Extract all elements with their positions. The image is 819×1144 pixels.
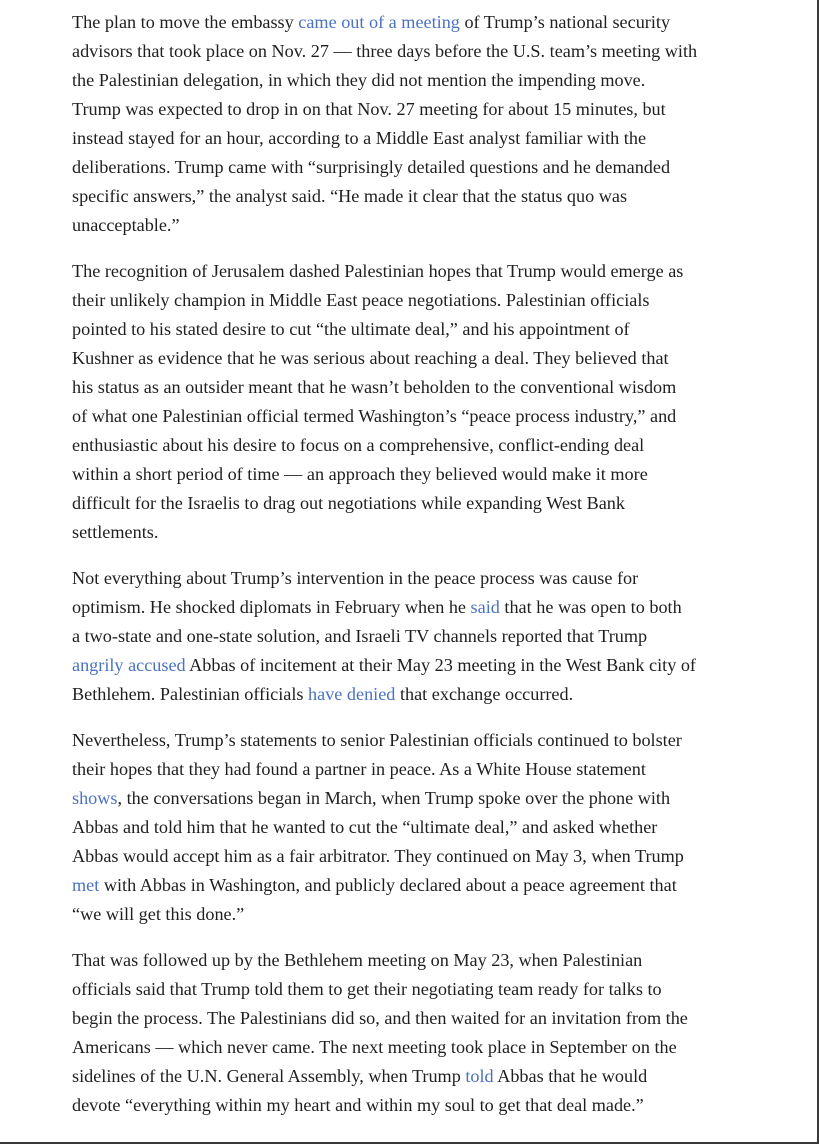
text-segment: Abbas and told him that he wanted to cut the “ultimate deal,” and asked whether [72, 817, 658, 837]
text-segment: devote “everything within my heart and within my soul to get that deal made.” [72, 1095, 644, 1115]
article-paragraph [72, 8, 772, 240]
text-line [72, 518, 772, 547]
text-line [72, 842, 772, 871]
text-line [72, 8, 772, 37]
text-segment: begin the process. The Palestinians did so, and then waited for an invitation from the [72, 1008, 688, 1028]
inline-link[interactable]: met [72, 875, 100, 895]
text-segment: enthusiastic about his desire to focus on a comprehensive, conflict-ending deal [72, 435, 645, 455]
text-line [72, 680, 772, 709]
text-line [72, 1091, 772, 1120]
inline-link[interactable]: angrily accused [72, 655, 186, 675]
text-segment: Nevertheless, Trump’s statements to senior Palestinian officials continued to bolster [72, 730, 682, 750]
text-segment: a two-state and one-state solution, and Israeli TV channels reported that Trump [72, 626, 648, 646]
text-segment: The plan to move the embassy [72, 12, 299, 32]
inline-link[interactable]: have denied [308, 684, 396, 704]
text-line [72, 66, 772, 95]
inline-link[interactable]: told [465, 1066, 494, 1086]
text-segment: Trump was expected to drop in on that Nov. 27 meeting for about 15 minutes, but [72, 99, 666, 119]
text-line [72, 1004, 772, 1033]
text-segment: Abbas that he would [493, 1066, 648, 1086]
text-segment: Bethlehem. Palestinian officials [72, 684, 309, 704]
text-line [72, 315, 772, 344]
text-segment: of what one Palestinian official termed Washington’s “peace process industry,” and [72, 406, 677, 426]
article-paragraph [72, 257, 772, 547]
text-line [72, 1062, 772, 1091]
text-segment: The recognition of Jerusalem dashed Palestinian hopes that Trump would emerge as [72, 261, 684, 281]
text-line [72, 564, 772, 593]
text-line [72, 153, 772, 182]
text-line [72, 871, 772, 900]
text-segment: with Abbas in Washington, and publicly declared about a peace agreement that [99, 875, 677, 895]
text-segment: instead stayed for an hour, according to a Middle East analyst familiar with the [72, 128, 647, 148]
text-line [72, 257, 772, 286]
text-line [72, 95, 772, 124]
text-segment: their hopes that they had found a partner in peace. As a White House statement [72, 759, 646, 779]
text-segment: Americans — which never came. The next meeting took place in September on the [72, 1037, 677, 1057]
article-paragraph [72, 946, 772, 1120]
text-line [72, 946, 772, 975]
text-segment: that he was open to both [499, 597, 682, 617]
text-line [72, 900, 772, 929]
inline-link[interactable]: came out of a meeting [298, 12, 460, 32]
inline-link[interactable]: said [470, 597, 500, 617]
inline-link[interactable]: shows [72, 788, 118, 808]
text-segment: deliberations. Trump came with “surprisingly detailed questions and he demanded [72, 157, 671, 177]
text-line [72, 975, 772, 1004]
text-segment: his status as an outsider meant that he wasn’t beholden to the conventional wisdom [72, 377, 677, 397]
text-segment: unacceptable.” [72, 215, 180, 235]
text-line [72, 755, 772, 784]
text-segment: of Trump’s national security [459, 12, 671, 32]
text-line [72, 593, 772, 622]
text-segment: Abbas of incitement at their May 23 meeting in the West Bank city of [185, 655, 696, 675]
text-segment: , the conversations began in March, when Trump spoke over the phone with [117, 788, 671, 808]
text-line [72, 37, 772, 66]
text-line [72, 1033, 772, 1062]
text-line [72, 211, 772, 240]
text-segment: advisors that took place on Nov. 27 — three days before the U.S. team’s meeting with [72, 41, 698, 61]
article-paragraph [72, 564, 772, 709]
text-line [72, 402, 772, 431]
text-segment: Kushner as evidence that he was serious about reaching a deal. They believed that [72, 348, 669, 368]
text-segment: the Palestinian delegation, in which they did not mention the impending move. [72, 70, 646, 90]
text-line [72, 286, 772, 315]
text-segment: That was followed up by the Bethlehem meeting on May 23, when Palestinian [72, 950, 643, 970]
text-segment: settlements. [72, 522, 159, 542]
text-line [72, 344, 772, 373]
text-segment: officials said that Trump told them to get their negotiating team ready for talks to [72, 979, 662, 999]
text-line [72, 622, 772, 651]
article-paragraph [72, 726, 772, 929]
text-segment: difficult for the Israelis to drag out negotiations while expanding West Bank [72, 493, 625, 513]
text-segment: sidelines of the U.N. General Assembly, when Trump [72, 1066, 466, 1086]
text-segment: specific answers,” the analyst said. “He made it clear that the status quo was [72, 186, 628, 206]
text-segment: that exchange occurred. [395, 684, 574, 704]
text-line [72, 431, 772, 460]
text-line [72, 784, 772, 813]
text-segment: “we will get this done.” [72, 904, 245, 924]
text-line [72, 460, 772, 489]
text-line [72, 489, 772, 518]
text-segment: pointed to his stated desire to cut “the ultimate deal,” and his appointment of [72, 319, 630, 339]
text-segment: Abbas would accept him as a fair arbitrator. They continued on May 3, when Trump [72, 846, 684, 866]
text-line [72, 813, 772, 842]
text-segment: Not everything about Trump’s intervention in the peace process was cause for [72, 568, 639, 588]
text-segment: within a short period of time — an approach they believed would make it more [72, 464, 648, 484]
text-segment: their unlikely champion in Middle East peace negotiations. Palestinian officials [72, 290, 650, 310]
text-segment: optimism. He shocked diplomats in February when he [72, 597, 471, 617]
text-line [72, 373, 772, 402]
text-line [72, 651, 772, 680]
text-line [72, 726, 772, 755]
text-line [72, 182, 772, 211]
text-line [72, 124, 772, 153]
article-body [72, 8, 772, 1137]
